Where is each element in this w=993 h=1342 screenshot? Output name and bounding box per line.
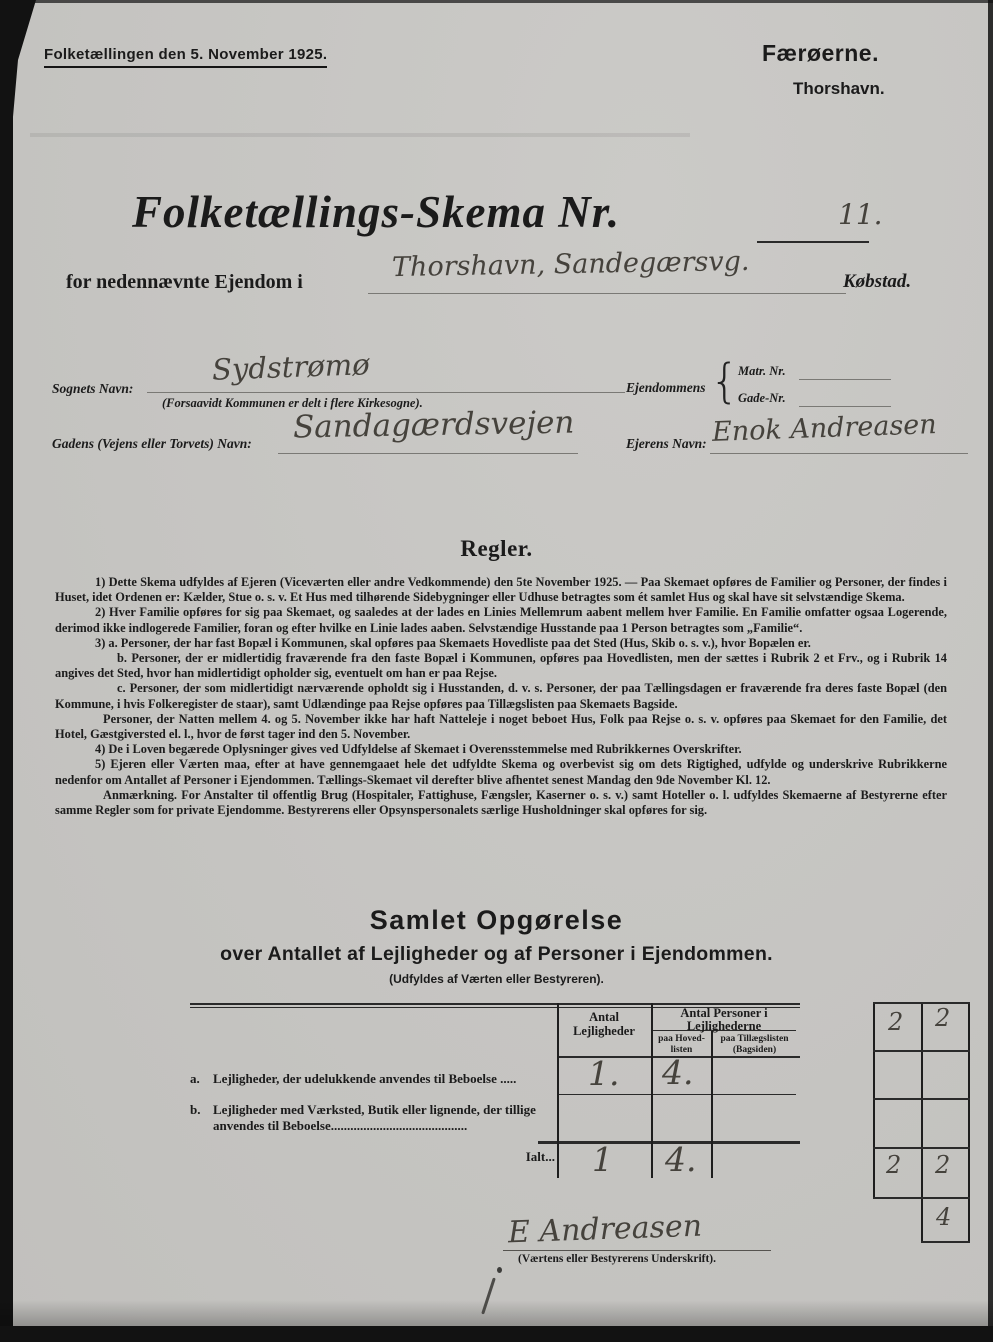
subtitle-prefix: for nedennævnte Ejendom i (66, 271, 303, 293)
tally-value: 2 (886, 1151, 902, 1179)
tally-grid-hline-4 (873, 1147, 970, 1149)
city-name: Thorshavn. (793, 79, 885, 98)
owner-name-label: Ejerens Navn: (626, 436, 707, 451)
owner-name-line (710, 453, 968, 454)
tally-value: 2 (935, 1151, 951, 1179)
tally-grid-hline-3 (873, 1098, 970, 1100)
parish-name-label: Sognets Navn: (52, 381, 134, 396)
signature-caption: (Værtens eller Bestyrerens Underskrift). (518, 1253, 717, 1265)
rule-paragraph: 2) Hver Familie opføres for sig paa Skemaet, og saaledes at der lades en Linies Mellemrum aabent mellem hver Familie. En Familie omfatter ogsaa Logerende, derimod ikke indlogerede Familier, foran og efter hvilke en Linie lades aaben. Selvstændige Husstande paa 1 Person betragtes som „Familie“. (55, 605, 947, 635)
subtitle-line (368, 293, 846, 294)
street-number-label: Gade-Nr. (738, 391, 786, 405)
scan-shadow-bottom (0, 1300, 993, 1326)
rules-heading: Regler. (460, 536, 533, 561)
row-a-persons-value: 4. (662, 1053, 694, 1092)
street-number-line (799, 406, 891, 407)
tally-value: 2 (888, 1008, 904, 1036)
col-header-persons: Antal Personer i Lejlighederne (680, 1006, 768, 1033)
brace-glyph: { (710, 354, 740, 408)
tally-grid-vline-right (968, 1002, 970, 1243)
tally-grid-hline-6 (921, 1241, 970, 1243)
street-name-handwritten: Sandagærdsvejen (292, 404, 575, 446)
parish-name-line (147, 392, 625, 393)
table-row-a-line (557, 1094, 796, 1095)
rule-paragraph: 1) Dette Skema udfyldes af Ejeren (Viceværten eller andre Vedkommende) den 5te November 1925. — Paa Skemaet opføres de Familier og Personer, der findes i Huset, idet Ordenen er: Kælder, Stue o. s. v. Et Hus med tilhørende Sidebygninger eller Udhuse betragtes som ét samlet Hus og skal have sit selvstændige Skema. (55, 575, 947, 605)
street-name-line (278, 453, 578, 454)
scan-edge-bottom (0, 1326, 993, 1342)
scan-edge-left (0, 0, 13, 1342)
total-label: Ialt... (525, 1149, 555, 1164)
summary-note: (Udfyldes af Værten eller Bestyreren). (389, 972, 604, 986)
tally-value: 2 (935, 1004, 951, 1032)
rule-paragraph: 4) De i Loven begærede Oplysninger gives ved Udfyldelse af Skemaet i Overensstemmelse med Rubrikkernes Overskrifter. (95, 742, 742, 757)
row-a-label: Lejligheder, der udelukkende anvendes til Beboelse ..... (213, 1071, 517, 1086)
table-top-line (190, 1003, 800, 1005)
summary-subtitle: over Antallet af Lejligheder og af Personer i Ejendommen. (220, 943, 773, 965)
region-name: Færøerne. (762, 40, 879, 66)
census-date-heading: Folketællingen den 5. November 1925. (44, 46, 327, 68)
row-b-key: b. (190, 1102, 201, 1117)
parish-note: (Forsaavidt Kommunen er delt i flere Kirkesogne). (162, 396, 423, 410)
rule-paragraph: b. Personer, der er midlertidig fraværende fra den faste Bopæl i Kommunen, opføres paa Hovedlisten, men der sættes i Rubrik 2 et Frv., og i Rubrik 14 angives det Sted, hvor han midlertidigt opholder sig, eventuelt om han er paa Rejse. (55, 651, 947, 681)
row-a-apartments-value: 1. (588, 1054, 620, 1093)
matriculation-number-line (799, 379, 891, 380)
row-a-key: a. (190, 1071, 200, 1086)
signature-handwritten: E Andreasen (507, 1208, 703, 1251)
matriculation-number-label: Matr. Nr. (738, 364, 786, 378)
total-apartments-value: 1 (592, 1140, 613, 1179)
row-b-label: Lejligheder med Værksted, Butik eller lignende, der tillige anvendes til Beboelse.......................................... (213, 1102, 536, 1133)
tally-grid-vline-mid (921, 1002, 923, 1243)
rule-paragraph: 3) a. Personer, der har fast Bopæl i Kommunen, skal opføres paa Skemaets Hovedliste paa det Sted (Hus, Skib o. s. v.), hvor Bopælen er. (95, 635, 811, 650)
tally-grid-vline-left (873, 1002, 875, 1198)
summary-title: Samlet Opgørelse (369, 905, 624, 935)
street-name-label: Gadens (Vejens eller Torvets) Navn: (52, 436, 252, 451)
property-location-handwritten: Thorshavn, Sandegærsvg. (391, 245, 750, 284)
tally-extra-value: 4 (936, 1203, 952, 1231)
tally-grid-hline-2 (873, 1050, 970, 1052)
scan-corner-top-left (0, 0, 36, 150)
scan-edge-right (988, 0, 993, 1342)
col-header-supplement-list: paa Tillægslisten (Bagsiden) (720, 1034, 789, 1055)
col-header-main-list: paa Hovedlisten (658, 1034, 705, 1055)
tally-grid-hline-5 (873, 1197, 970, 1199)
property-label: Ejendommens (626, 380, 706, 395)
signature-line (503, 1250, 771, 1251)
form-number-handwritten: 11. (838, 198, 883, 231)
rules-text (55, 575, 947, 818)
rule-paragraph: 5) Ejeren eller Værten maa, efter at have gennemgaaet hele det udfyldte Skema og overbevist sig om dets Rigtighed, udfylde og underskrive Rubrikkerne nedenfor om Antallet af Personer i Ejendommen. Tællings-Skemaet vil derefter blive afhentet senest Mandag den 9de November Kl. 12. (55, 757, 947, 787)
pen-dot-mark (497, 1267, 502, 1273)
scan-smudge (30, 133, 690, 137)
rule-paragraph: Personer, der Natten mellem 4. og 5. November ikke har haft Natteleje i noget beboet Hus, Folk paa Rejse o. s. v. opføres paa Skemaet for den Familie, det Hotel, Gæstgiversted el. l., hvor de først tager ind den 5. November. (55, 711, 947, 742)
form-number-line (757, 241, 869, 243)
parish-name-handwritten: Sydstrømø (211, 347, 371, 387)
scan-edge-top (0, 0, 993, 3)
subtitle-suffix: Købstad. (843, 271, 912, 292)
rule-paragraph: c. Personer, der som midlertidigt nærværende opholdt sig i Husstanden, d. v. s. Personer, der paa Tællingsdagen er fraværende fra deres faste Bopæl (den Kommune, i hvis Folkeregister de staar), samt Udlændinge paa Rejse opføres paa Tillægslisten paa Skemaets Bagside. (55, 681, 947, 711)
rule-paragraph: Anmærkning. For Anstalter til offentlig Brug (Hospitaler, Fattighuse, Fængsler, Kaserner o. s. v.) samt Hoteller o. l. udfyldes Skemaerne af Bestyrerne efter samme Regler som for private Ejendomme. Bestyrerens eller Opsynspersonalets særlige Husholdninger skal opføres for sig. (55, 787, 947, 818)
col-header-apartments: Antal Lejligheder (573, 1010, 635, 1038)
form-title: Folketællings-Skema Nr. (132, 187, 621, 237)
total-persons-value: 4. (665, 1140, 697, 1179)
tally-grid-hline-1 (873, 1002, 970, 1004)
owner-name-handwritten: Enok Andreasen (711, 409, 938, 448)
